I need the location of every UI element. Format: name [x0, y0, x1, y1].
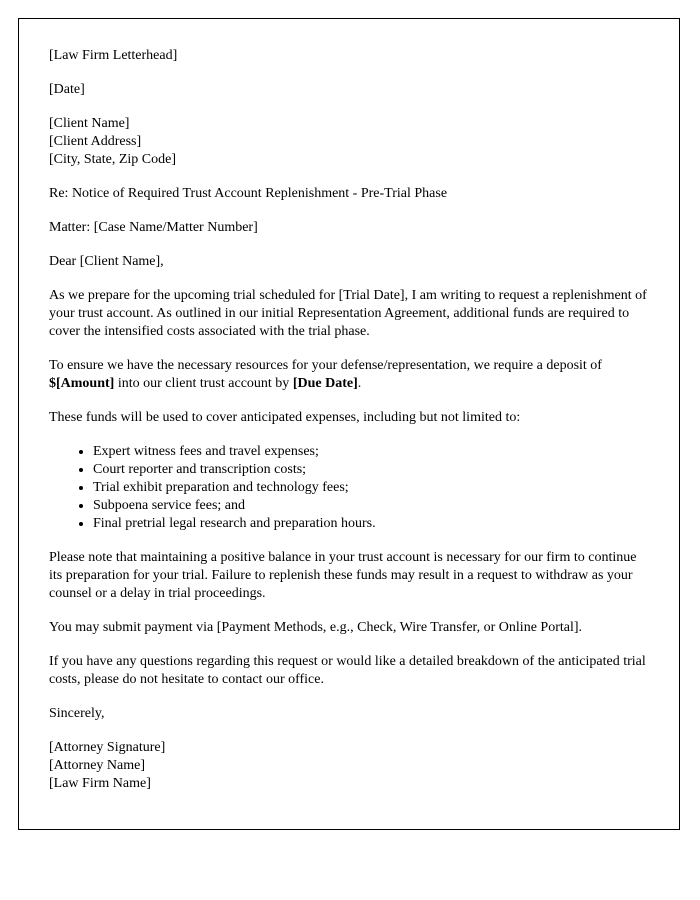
deposit-due-date-placeholder: [Due Date] [292, 376, 358, 391]
deposit-text-1: To ensure we have the necessary resources for your defense/representation, we require a deposit of [49, 358, 602, 373]
expense-item-pretrial-research: • Final pretrial legal research and preparation hours. [93, 515, 649, 533]
attorney-name-placeholder: [Attorney Name] [49, 758, 146, 773]
recipient-address: [Client Address] [49, 134, 142, 149]
letter-document [18, 18, 680, 830]
re-subject-line: Re: Notice of Required Trust Account Replenishment - Pre-Trial Phase [49, 186, 448, 201]
paragraph-deposit-request [49, 357, 649, 393]
deposit-amount-placeholder: $[Amount] [49, 376, 115, 391]
expense-item-expert-witness: • Expert witness fees and travel expenses; [93, 443, 649, 461]
paragraph-intro: As we prepare for the upcoming trial scheduled for [Trial Date], I am writing to request a replenishment of your trust account. As outlined in our initial Representation Agreement, additional funds are required to cover the intensified costs associated with the trial phase. [49, 288, 647, 339]
paragraph-expenses-intro: These funds will be used to cover anticipated expenses, including but not limited to: [49, 410, 521, 425]
closing: Sincerely, [49, 706, 105, 721]
matter-line: Matter: [Case Name/Matter Number] [49, 220, 258, 235]
paragraph-questions: If you have any questions regarding this request or would like a detailed breakdown of the anticipated trial costs, please do not hesitate to contact our office. [49, 654, 646, 687]
paragraph-payment-methods: You may submit payment via [Payment Methods, e.g., Check, Wire Transfer, or Online Portal]. [49, 620, 583, 635]
date-line: [Date] [49, 82, 85, 97]
salutation: Dear [Client Name], [49, 254, 164, 269]
expense-item-trial-exhibit: • Trial exhibit preparation and technology fees; [93, 479, 649, 497]
expense-item-court-reporter: • Court reporter and transcription costs; [93, 461, 649, 479]
expense-list [49, 443, 649, 533]
letterhead-placeholder: [Law Firm Letterhead] [49, 48, 178, 63]
deposit-text-3: . [357, 376, 362, 391]
deposit-text-2: into our client trust account by [114, 376, 293, 391]
recipient-block [49, 115, 649, 169]
law-firm-name-placeholder: [Law Firm Name] [49, 776, 151, 791]
signature-block [49, 739, 649, 793]
expense-item-subpoena: • Subpoena service fees; and [93, 497, 649, 515]
recipient-name: [Client Name] [49, 116, 130, 131]
attorney-signature-placeholder: [Attorney Signature] [49, 740, 166, 755]
paragraph-warning: Please note that maintaining a positive balance in your trust account is necessary for our firm to continue its preparation for your trial. Failure to replenish these funds may result in a request to withdraw as your counsel or a delay in trial proceedings. [49, 550, 637, 601]
recipient-city-state-zip: [City, State, Zip Code] [49, 152, 177, 167]
